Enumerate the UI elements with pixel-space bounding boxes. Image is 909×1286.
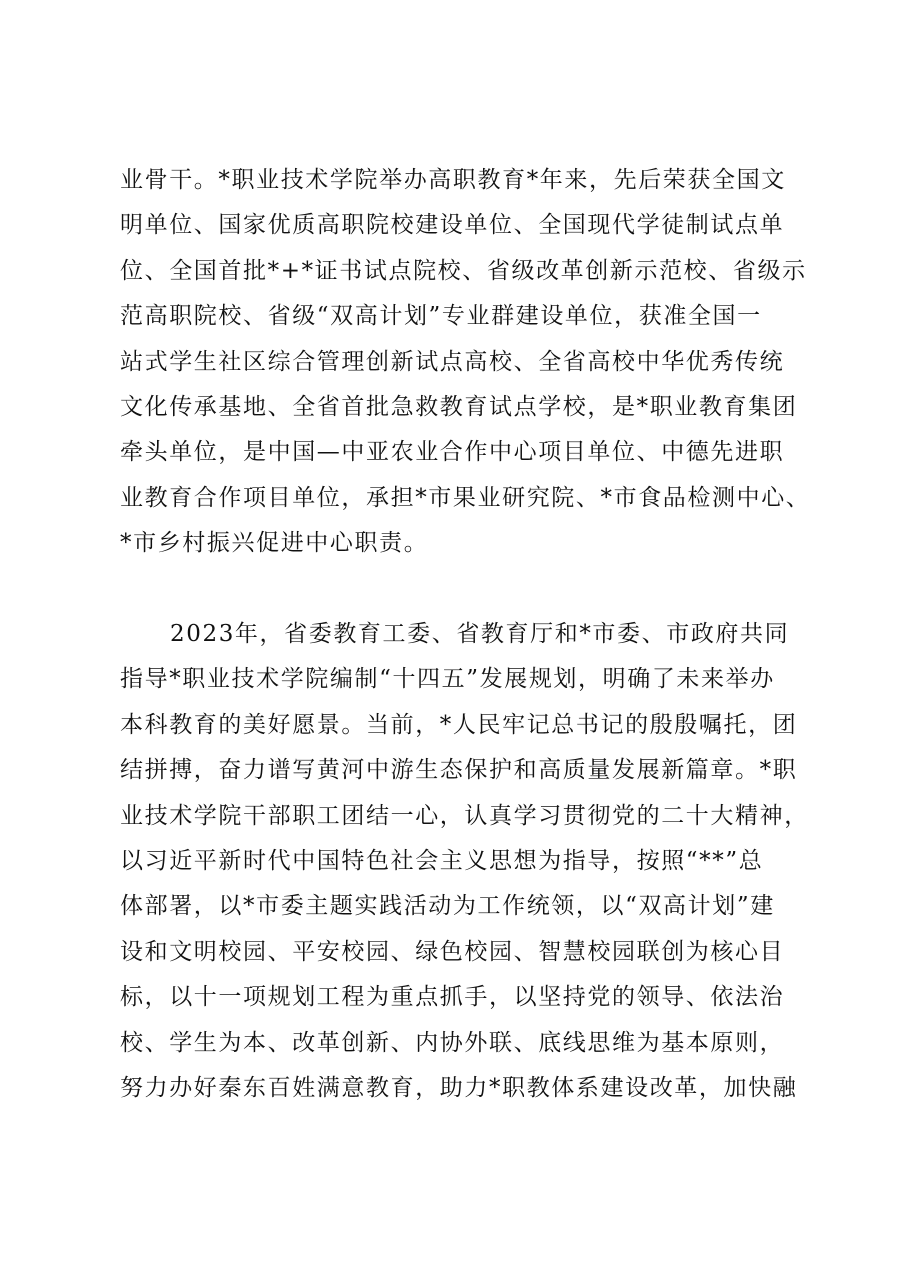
- paragraph-line: 校、学生为本、改革创新、内协外联、底线思维为基本原则，: [120, 1029, 785, 1056]
- paragraph-line: 位、全国首批*+*证书试点院校、省级改革创新示范校、省级示: [120, 257, 807, 284]
- paragraph-line: 业技术学院干部职工团结一心，认真学习贯彻党的二十大精神，: [120, 802, 809, 829]
- paragraph-line: *市乡村振兴促进中心职责。: [120, 530, 429, 557]
- paragraph-1: [120, 158, 811, 567]
- paragraph-line: 标，以十一项规划工程为重点抓手，以坚持党的领导、依法治: [120, 984, 785, 1011]
- paragraph-line: 体部署，以*市委主题实践活动为工作统领，以“双高计划”建: [120, 893, 775, 920]
- paragraph-line: 设和文明校园、平安校园、绿色校园、智慧校园联创为核心目: [120, 938, 785, 965]
- paragraph-line: 牵头单位，是中国—中亚农业合作中心项目单位、中德先进职: [120, 439, 785, 466]
- paragraph-line: 文化传承基地、全省首批急救教育试点学校，是*职业教育集团: [120, 393, 798, 420]
- paragraph-first-line: 2023年，省委教育工委、省教育厅和*市委、市政府共同: [170, 621, 790, 647]
- paragraph-line: 指导*职业技术学院编制“十四五”发展规划，明确了未来举办: [120, 666, 775, 693]
- paragraph-line: 本科教育的美好愿景。当前，*人民牢记总书记的殷殷嘱托，团: [120, 711, 798, 738]
- paragraph-line: 站式学生社区综合管理创新试点高校、全省高校中华优秀传统: [120, 348, 785, 375]
- paragraph-line: 范高职院校、省级“双高计划”专业群建设单位，获准全国一: [120, 303, 762, 330]
- paragraph-2: [120, 612, 809, 1111]
- paragraph-line: 明单位、国家优质高职院校建设单位、全国现代学徒制试点单: [120, 212, 785, 239]
- paragraph-line: 业教育合作项目单位，承担*市果业研究院、*市食品检测中心、: [120, 484, 811, 511]
- paragraph-line: 以习近平新时代中国特色社会主义思想为指导，按照“**”总: [120, 847, 764, 874]
- paragraph-line: 努力办好秦东百姓满意教育，助力*职教体系建设改革，加快融: [120, 1074, 798, 1101]
- paragraph-line: 结拼搏，奋力谱写黄河中游生态保护和高质量发展新篇章。*职: [120, 757, 798, 784]
- paragraph-line: 业骨干。*职业技术学院举办高职教育*年来，先后荣获全国文: [120, 167, 786, 193]
